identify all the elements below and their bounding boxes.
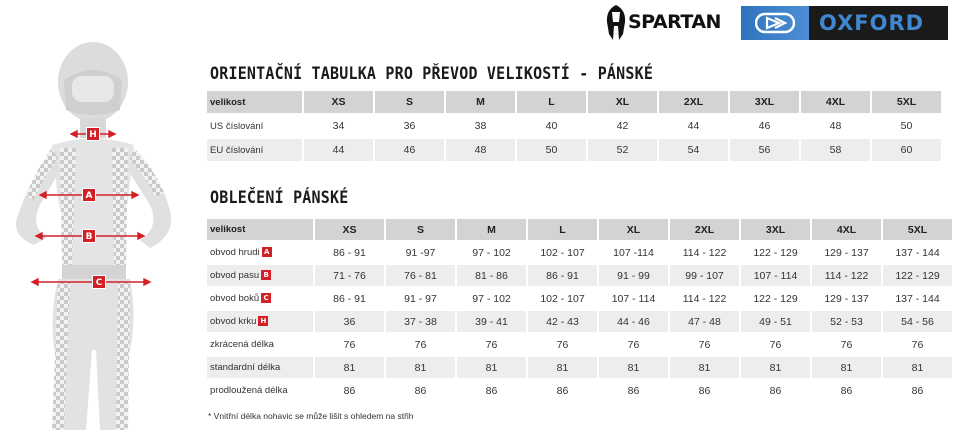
measure-tag: B	[261, 270, 271, 280]
size-header: M	[457, 219, 526, 240]
table-cell: 114 - 122	[670, 288, 739, 309]
table-cell: 86 - 91	[315, 242, 384, 263]
table-cell: 76 - 81	[386, 265, 455, 286]
table-row	[207, 357, 952, 378]
table-cell: 86	[386, 380, 455, 401]
table-cell: 36	[375, 115, 444, 137]
size-header: M	[446, 91, 515, 113]
table-cell: 122 - 129	[741, 288, 810, 309]
header-label: velikost	[207, 91, 302, 113]
table-cell: 46	[730, 115, 799, 137]
conversion-title: ORIENTAČNÍ TABULKA PRO PŘEVOD VELIKOSTÍ - PÁNSKÉ	[210, 63, 654, 84]
size-header: XS	[304, 91, 373, 113]
size-header: 5XL	[883, 219, 952, 240]
footnote: * Vnitřní délka nohavic se může lišit s ohledem na střih	[208, 411, 414, 421]
table-cell: 129 - 137	[812, 288, 881, 309]
table-cell: 122 - 129	[741, 242, 810, 263]
row-label: zkrácená délka	[207, 334, 313, 355]
size-header: XS	[315, 219, 384, 240]
size-header: L	[517, 91, 586, 113]
table-cell: 44	[304, 139, 373, 161]
table-cell: 114 - 122	[670, 242, 739, 263]
table-cell: 86	[741, 380, 810, 401]
table-cell: 42	[588, 115, 657, 137]
clothing-table	[205, 217, 954, 403]
size-header: 4XL	[801, 91, 870, 113]
table-cell: 81	[812, 357, 881, 378]
table-row	[207, 139, 941, 161]
spartan-helmet-icon	[604, 4, 628, 42]
oxford-emblem-icon	[755, 12, 795, 34]
table-cell: 58	[801, 139, 870, 161]
spartan-wordmark: SPARTAN	[628, 11, 721, 33]
table-cell: 86	[599, 380, 668, 401]
size-header: S	[375, 91, 444, 113]
table-cell: 107 -114	[599, 242, 668, 263]
table-cell: 102 - 107	[528, 288, 597, 309]
table-cell: 60	[872, 139, 941, 161]
table-row	[207, 380, 952, 401]
spartan-logo	[604, 4, 734, 42]
table-cell: 52	[588, 139, 657, 161]
table-cell: 76	[599, 334, 668, 355]
row-label: US číslování	[207, 115, 302, 137]
rider-silhouette-illustration	[0, 20, 200, 430]
table-header-row	[207, 91, 941, 113]
marker-h: H	[86, 127, 100, 141]
size-header: XL	[588, 91, 657, 113]
table-cell: 47 - 48	[670, 311, 739, 332]
row-label	[207, 288, 313, 309]
table-cell: 86	[670, 380, 739, 401]
table-cell: 86	[883, 380, 952, 401]
size-header: L	[528, 219, 597, 240]
table-cell: 81	[883, 357, 952, 378]
row-label-text: obvod hrudi	[210, 247, 260, 258]
measure-tag: H	[258, 316, 268, 326]
table-header-row	[207, 219, 952, 240]
table-row	[207, 115, 941, 137]
row-label	[207, 242, 313, 263]
table-cell: 71 - 76	[315, 265, 384, 286]
size-header: 2XL	[659, 91, 728, 113]
table-cell: 99 - 107	[670, 265, 739, 286]
table-row	[207, 288, 952, 309]
row-label	[207, 265, 313, 286]
row-label-text: obvod boků	[210, 293, 260, 304]
table-row	[207, 265, 952, 286]
table-cell: 114 - 122	[812, 265, 881, 286]
size-header: 3XL	[741, 219, 810, 240]
row-label-text: obvod krku	[210, 316, 257, 327]
table-cell: 107 - 114	[741, 265, 810, 286]
table-cell: 129 - 137	[812, 242, 881, 263]
table-cell: 122 - 129	[883, 265, 952, 286]
table-cell: 42 - 43	[528, 311, 597, 332]
table-cell: 76	[812, 334, 881, 355]
table-cell: 91 - 97	[386, 288, 455, 309]
table-cell: 37 - 38	[386, 311, 455, 332]
table-cell: 49 - 51	[741, 311, 810, 332]
table-cell: 86 - 91	[528, 265, 597, 286]
table-row	[207, 334, 952, 355]
table-cell: 91 - 99	[599, 265, 668, 286]
header-label: velikost	[207, 219, 313, 240]
table-cell: 97 - 102	[457, 242, 526, 263]
table-cell: 76	[741, 334, 810, 355]
table-cell: 50	[517, 139, 586, 161]
table-cell: 81	[457, 357, 526, 378]
oxford-logo	[741, 6, 948, 40]
row-label: EU číslování	[207, 139, 302, 161]
table-row	[207, 242, 952, 263]
table-cell: 44 - 46	[599, 311, 668, 332]
table-cell: 56	[730, 139, 799, 161]
table-cell: 48	[446, 139, 515, 161]
marker-a: A	[82, 188, 96, 202]
table-cell: 76	[883, 334, 952, 355]
size-header: S	[386, 219, 455, 240]
row-label-text: obvod pasu	[210, 270, 260, 281]
table-cell: 81	[670, 357, 739, 378]
measure-tag: A	[262, 247, 272, 257]
table-cell: 137 - 144	[883, 242, 952, 263]
table-cell: 36	[315, 311, 384, 332]
conversion-table	[205, 89, 943, 163]
table-cell: 91 -97	[386, 242, 455, 263]
table-cell: 38	[446, 115, 515, 137]
table-cell: 34	[304, 115, 373, 137]
table-cell: 81	[386, 357, 455, 378]
table-cell: 54	[659, 139, 728, 161]
table-cell: 86	[457, 380, 526, 401]
table-cell: 52 - 53	[812, 311, 881, 332]
table-cell: 76	[670, 334, 739, 355]
table-cell: 39 - 41	[457, 311, 526, 332]
size-header: 4XL	[812, 219, 881, 240]
size-header: XL	[599, 219, 668, 240]
table-cell: 86	[315, 380, 384, 401]
table-cell: 81 - 86	[457, 265, 526, 286]
oxford-wordmark: OXFORD	[819, 11, 925, 35]
table-cell: 81	[315, 357, 384, 378]
table-cell: 76	[528, 334, 597, 355]
table-cell: 46	[375, 139, 444, 161]
size-header: 3XL	[730, 91, 799, 113]
table-cell: 76	[457, 334, 526, 355]
table-cell: 81	[599, 357, 668, 378]
table-cell: 76	[386, 334, 455, 355]
table-row	[207, 311, 952, 332]
table-cell: 97 - 102	[457, 288, 526, 309]
table-cell: 81	[528, 357, 597, 378]
size-header: 2XL	[670, 219, 739, 240]
table-cell: 44	[659, 115, 728, 137]
row-label: prodloužená délka	[207, 380, 313, 401]
table-cell: 81	[741, 357, 810, 378]
marker-b: B	[82, 229, 96, 243]
table-cell: 54 - 56	[883, 311, 952, 332]
table-cell: 86	[528, 380, 597, 401]
table-cell: 107 - 114	[599, 288, 668, 309]
table-cell: 40	[517, 115, 586, 137]
clothing-title: OBLEČENÍ PÁNSKÉ	[210, 187, 349, 208]
measure-tag: C	[261, 293, 271, 303]
table-cell: 48	[801, 115, 870, 137]
measurement-figure	[0, 20, 200, 430]
size-header: 5XL	[872, 91, 941, 113]
marker-c: C	[92, 275, 106, 289]
table-cell: 137 - 144	[883, 288, 952, 309]
table-cell: 102 - 107	[528, 242, 597, 263]
table-cell: 76	[315, 334, 384, 355]
table-cell: 86	[812, 380, 881, 401]
table-cell: 86 - 91	[315, 288, 384, 309]
row-label	[207, 311, 313, 332]
row-label: standardní délka	[207, 357, 313, 378]
table-cell: 50	[872, 115, 941, 137]
